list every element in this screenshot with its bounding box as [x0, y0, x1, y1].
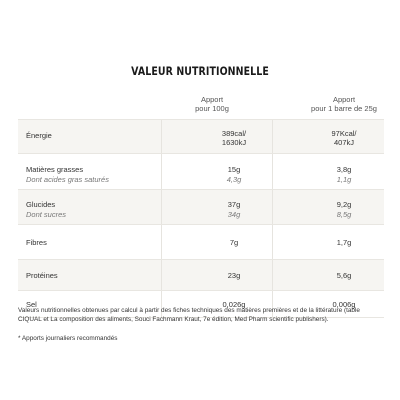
row-value-per-100g	[184, 129, 284, 147]
row-sublabel: Dont sucres	[26, 210, 67, 219]
row-subvalue-per-bar: 8,5g	[336, 210, 352, 219]
source-footnote: Valeurs nutritionnelles obtenues par calcul à partir des fiches techniques des matières premières et de la littérature (table CIQUAL et La composition des aliments, Souci Fachmann Kraut, 7e édition, Med Pharm scientific publishers).	[18, 307, 360, 323]
row-sublabel: Dont acides gras saturés	[26, 175, 109, 184]
row-value-per-bar: 9,2g	[336, 200, 352, 209]
row-label: Matières grasses	[26, 165, 84, 174]
nutrition-table	[18, 119, 384, 318]
column-header-per-bar-line2: pour 1 barre de 25g	[311, 104, 377, 113]
row-label: Fibres	[26, 238, 47, 247]
column-header-per-100g-line1: Apport	[200, 95, 224, 104]
column-header-per-100g	[162, 95, 262, 113]
column-divider	[161, 225, 162, 259]
table-row-fibres	[18, 224, 384, 259]
row-value-per-100g: 15g	[227, 165, 241, 174]
row-value-per-100g: 7g	[229, 238, 239, 247]
row-value-per-100g: 37g	[227, 200, 241, 209]
row-value-per-bar	[294, 129, 394, 147]
column-divider	[161, 260, 162, 290]
column-header-per-bar-line1: Apport	[332, 95, 356, 104]
row-label: Énergie	[26, 131, 52, 140]
row-value-per-bar: 0,006g	[332, 300, 356, 309]
row-label: Glucides	[26, 200, 56, 209]
table-row-energy	[18, 119, 384, 153]
row-value-per-bar: 1,7g	[336, 238, 352, 247]
row-value-per-100g: 23g	[227, 271, 241, 280]
row-label: Protéines	[26, 271, 58, 280]
energy-kj-per-100g: 1630kJ	[221, 138, 247, 147]
row-label: Sel	[26, 300, 37, 309]
row-subvalue-per-100g: 34g	[227, 210, 241, 219]
energy-kcal-per-100g: 389cal/	[221, 129, 247, 138]
row-value-per-100g: 0,026g	[222, 300, 246, 309]
column-divider	[161, 120, 162, 153]
column-header-per-100g-line2: pour 100g	[195, 104, 229, 113]
column-divider	[161, 154, 162, 189]
energy-kcal-per-bar: 97Kcal/	[331, 129, 357, 138]
row-value-per-bar: 5,6g	[336, 271, 352, 280]
rda-footnote: * Apports journaliers recommandés	[18, 335, 118, 342]
table-row-carbs	[18, 189, 384, 224]
row-subvalue-per-100g: 4,3g	[226, 175, 242, 184]
table-row-fat	[18, 153, 384, 189]
column-divider	[161, 190, 162, 224]
row-value-per-bar: 3,8g	[336, 165, 352, 174]
page-title: VALEUR NUTRITIONNELLE	[131, 64, 269, 78]
table-row-proteins	[18, 259, 384, 290]
energy-kj-per-bar: 407kJ	[333, 138, 354, 147]
row-subvalue-per-bar: 1,1g	[336, 175, 352, 184]
column-header-per-bar	[294, 95, 394, 113]
